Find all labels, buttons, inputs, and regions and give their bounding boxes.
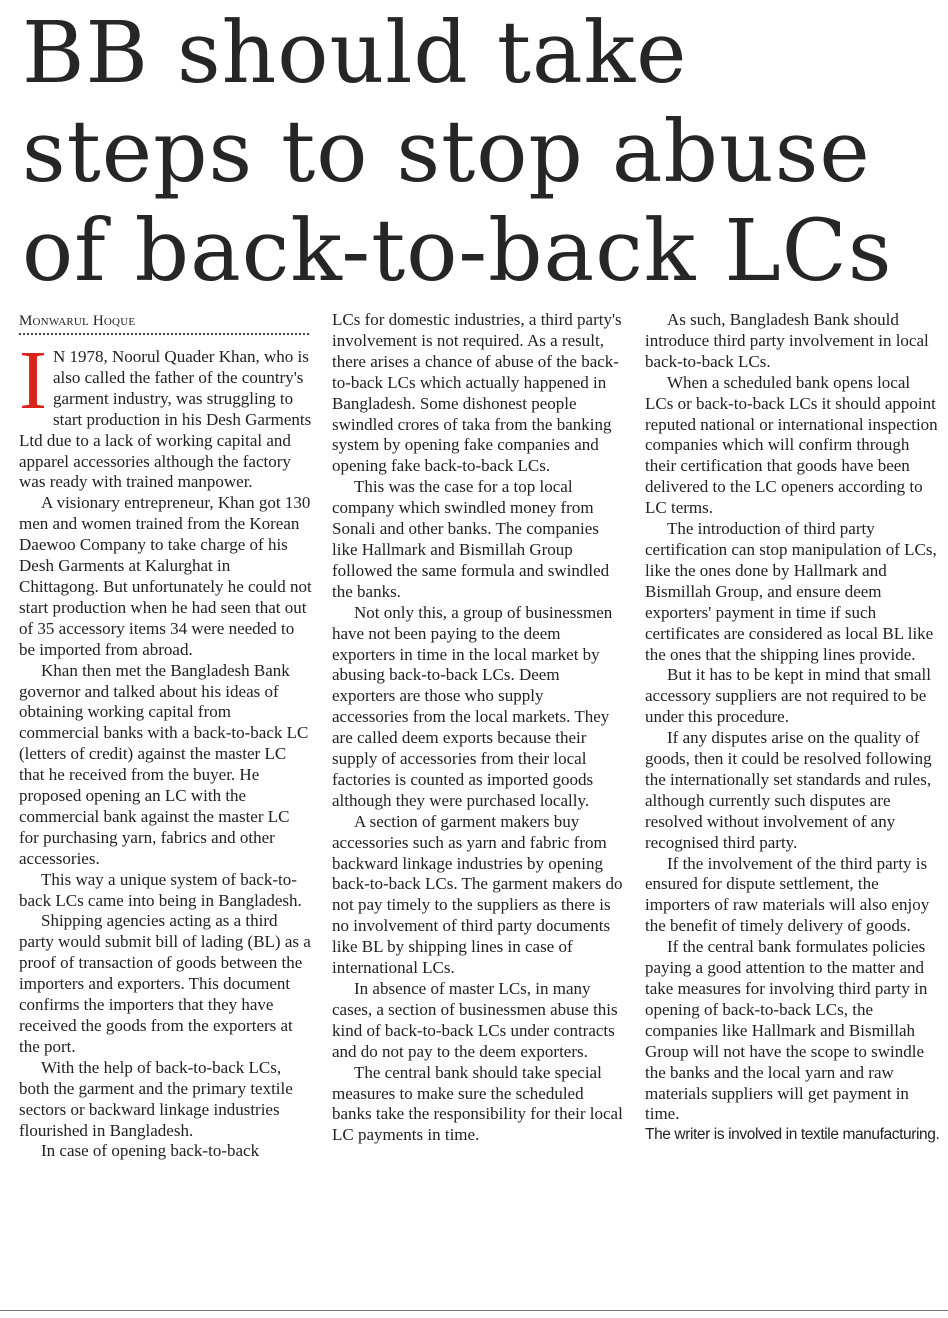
article-column-2 [332,310,624,1146]
paragraph: In absence of master LCs, in many cases, a section of businessmen abuse this kind of back-to-back LCs under contracts and do not pay to the deem exporters. [332,979,618,1061]
headline: BB should take steps to stop abuse of back-to-back LCs [22,4,893,301]
paragraph: But it has to be kept in mind that small accessory suppliers are not required to be under this procedure. [645,665,931,727]
byline: Monwarul Hoque [19,313,136,329]
paragraph: When a scheduled bank opens local LCs or back-to-back LCs it should appoint reputed national or international inspection companies which will confirm through their certification that goods have been delivered to the LC openers according to LC terms. [645,372,938,518]
paragraph [19,334,313,493]
paragraph: This way a unique system of back-to-back LCs came into being in Bangladesh. [19,869,302,910]
bottom-rule [0,1310,948,1311]
paragraph: The central bank should take special measures to make sure the scheduled banks take the responsibility for their local LC payments in time. [332,1062,623,1145]
paragraph: A section of garment makers buy accessories such as yarn and fabric from backward linkage industries by opening back-to-back LCs. The garment makers do not pay timely to the suppliers as there is no involvement of third party documents like BL by shipping lines in case of international LCs. [332,811,623,978]
drop-cap: I [19,334,47,427]
paragraph: Not only this, a group of businessmen have not been paying to the deem exporters in time in the local market by abusing back-to-back LCs. Deem exporters are those who supply accessories from the local markets. They are called deem exports because their supply of accessories from their local factories is counted as imported goods although they were purchased locally. [332,602,613,810]
paragraph: As such, Bangladesh Bank should introduce third party involvement in local back-to-back LCs. [645,310,929,371]
article-column-3 [645,310,940,1144]
paragraph: Khan then met the Bangladesh Bank governor and talked about his ideas of obtaining working capital from commercial banks with a back-to-back LC (letters of credit) against the master LC that he received from the buyer. He proposed opening an LC with the commercial bank against the master LC for purchasing yarn, fabrics and other accessories. [19,660,309,868]
byline-divider [19,333,309,335]
paragraph: A visionary entrepreneur, Khan got 130 men and women trained from the Korean Daewoo Company to take charge of his Desh Garments at Kalurghat in Chittagong. But unfortunately he could not start production when he had seen that out of 35 accessory items 34 were needed to be imported from abroad. [19,493,312,659]
paragraph: If the central bank formulates policies paying a good attention to the matter and take measures for involving third party in opening of back-to-back LCs, the companies like Hallmark and Bismillah Group will not have the scope to swindle the banks and the local yarn and raw materials suppliers will get payment in time. [645,937,928,1124]
paragraph: The introduction of third party certification can stop manipulation of LCs, like the ones done by Hallmark and Bismillah Group, and ensure deem exporters' payment in time if such certificates are considered as local BL like the ones that the shipping lines provide. [645,519,937,664]
lead-text: N 1978, Noorul Quader Khan, who is also called the father of the country's garment industry, was struggling to start production in his Desh Garments Ltd due to a lack of working capital and apparel accessories although the factory was ready with trained manpower. [19,347,312,492]
paragraph: Shipping agencies acting as a third party would submit bill of lading (BL) as a proof of transaction of goods between the importers and exporters. This document confirms the importers that they have received the goods from the exporters at the port. [19,911,311,1056]
article-column-1 [19,310,313,1162]
paragraph: If the involvement of the third party is ensured for dispute settlement, the importers of raw materials will also enjoy the benefit of timely delivery of goods. [645,853,930,936]
paragraph: LCs for domestic industries, a third party's involvement is not required. As a result, there arises a chance of abuse of the back-to-back LCs which actually happened in Bangladesh. Some dishonest people swindled crores of taka from the banking system by opening fake companies and opening fake back-to-back LCs. [332,310,622,476]
paragraph: If any disputes arise on the quality of goods, then it could be resolved following the internationally set standards and rules, although currently such disputes are resolved without involvement of any recognised third party. [645,728,932,852]
paragraph: With the help of back-to-back LCs, both the garment and the primary textile sectors or backward linkage industries flourished in Bangladesh. [19,1057,293,1140]
paragraph: This was the case for a top local company which swindled money from Sonali and other banks. The companies like Hallmark and Bismillah Group followed the same formula and swindled the banks. [332,477,610,601]
paragraph: In case of opening back-to-back [41,1141,260,1161]
author-note: The writer is involved in textile manufacturing. [645,1126,940,1144]
